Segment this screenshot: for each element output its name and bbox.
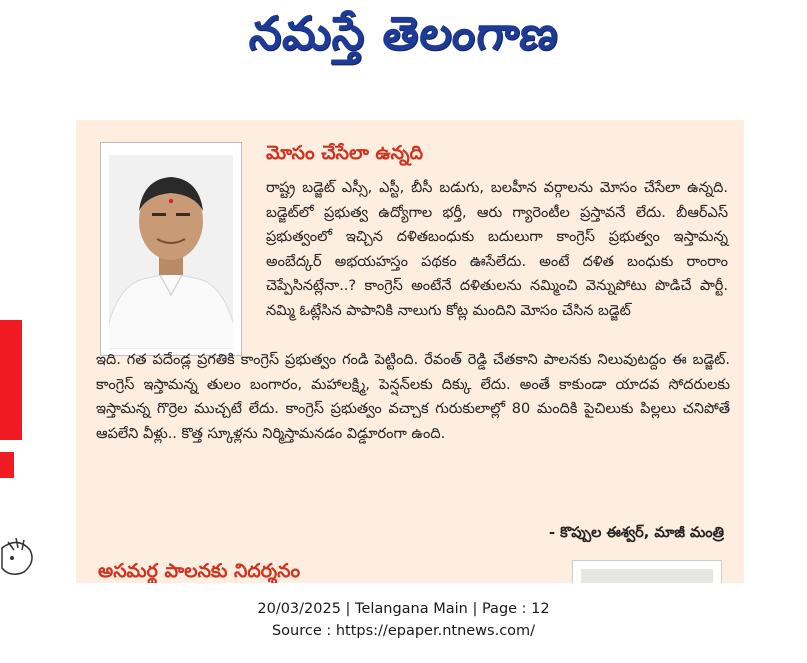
next-article-headline: అసమర్థ పాలనకు నిదర్శనం [98, 560, 301, 582]
footer [0, 598, 807, 642]
article-signature: - కొప్పుల ఈశ్వర్, మాజీ మంత్రి [549, 525, 724, 541]
portrait-photo [109, 155, 233, 349]
article-headline: మోసం చేసేలా ఉన్నది [266, 142, 424, 164]
masthead-title: నమస్తే తెలంగాణ [246, 6, 562, 60]
article-body-top: రాష్ట్ర బడ్జెట్ ఎస్సీ, ఎస్టీ, బీసీ బడుగు, బలహీన వర్గాలను మోసం చేసేలా ఉన్నది. బడ్జెట్‌లో ప్రభుత్వ ఉద్యోగాల భర్తీ, ఆరు గ్యారెంటీల ప్రస్తావనే లేదు. బీఆర్ఎస్ ప్రభుత్వంలో ఇచ్చిన దళితబంధుకు బదులుగా కాంగ్రెస్ ప్రభుత్వం ఇస్తామన్న అంబేద్కర్ అభయహస్తం పథకం ఊసేలేదు. అంటే దళిత బంధుకు రాంరాం చెప్పేసినట్లేనా..? కాంగ్రెస్ అంటేనే దళితులను నమ్మించి వెన్నుపోటు పొడిచే పార్టీ. నమ్మి ఓట్లేసిన పాపానికి నాలుగు కోట్ల మందిని మోసం చేసిన బడ్జెట్ [266, 180, 728, 319]
portrait-illustration [109, 155, 233, 349]
masthead [0, 0, 807, 78]
footer-date-edition: 20/03/2025 | Telangana Main | Page : 12 [257, 601, 550, 617]
photo-frame [100, 142, 242, 356]
adjacent-cartoon-fragment [0, 528, 36, 584]
footer-source: Source : https://epaper.ntnews.com/ [271, 623, 536, 639]
next-article-photo [581, 569, 713, 583]
article-body-bottom: ఇది. గత పదేండ్ల ప్రగతికి కాంగ్రెస్ ప్రభుత్వం గండి పెట్టింది. రేవంత్ రెడ్డి చేతకాని పాలనకు నిలువుటద్దం ఈ బడ్జెట్. కాంగ్రెస్ ఇస్తామన్న తులం బంగారం, మహాలక్ష్మి, పెన్షన్‌లకు దిక్కు లేదు. అంతే కాకుండా యాదవ సోదరులకు ఇస్తామన్న గొర్రెల ముచ్చటే లేదు. కాంగ్రెస్ ప్రభుత్వం వచ్చాక గురుకులాల్లో 80 మందికి పైచిలుకు పిల్లలు చనిపోతే ఆపలేని వీళ్లు.. కొత్త స్కూళ్లను నిర్మిస్తామనడం విడ్డూరంగా ఉంది. [96, 352, 730, 442]
next-article-photo-frame [572, 560, 722, 583]
news-clipping [76, 120, 744, 583]
adjacent-clip-red-strip [0, 320, 22, 440]
adjacent-clip-red-mark [0, 452, 14, 478]
